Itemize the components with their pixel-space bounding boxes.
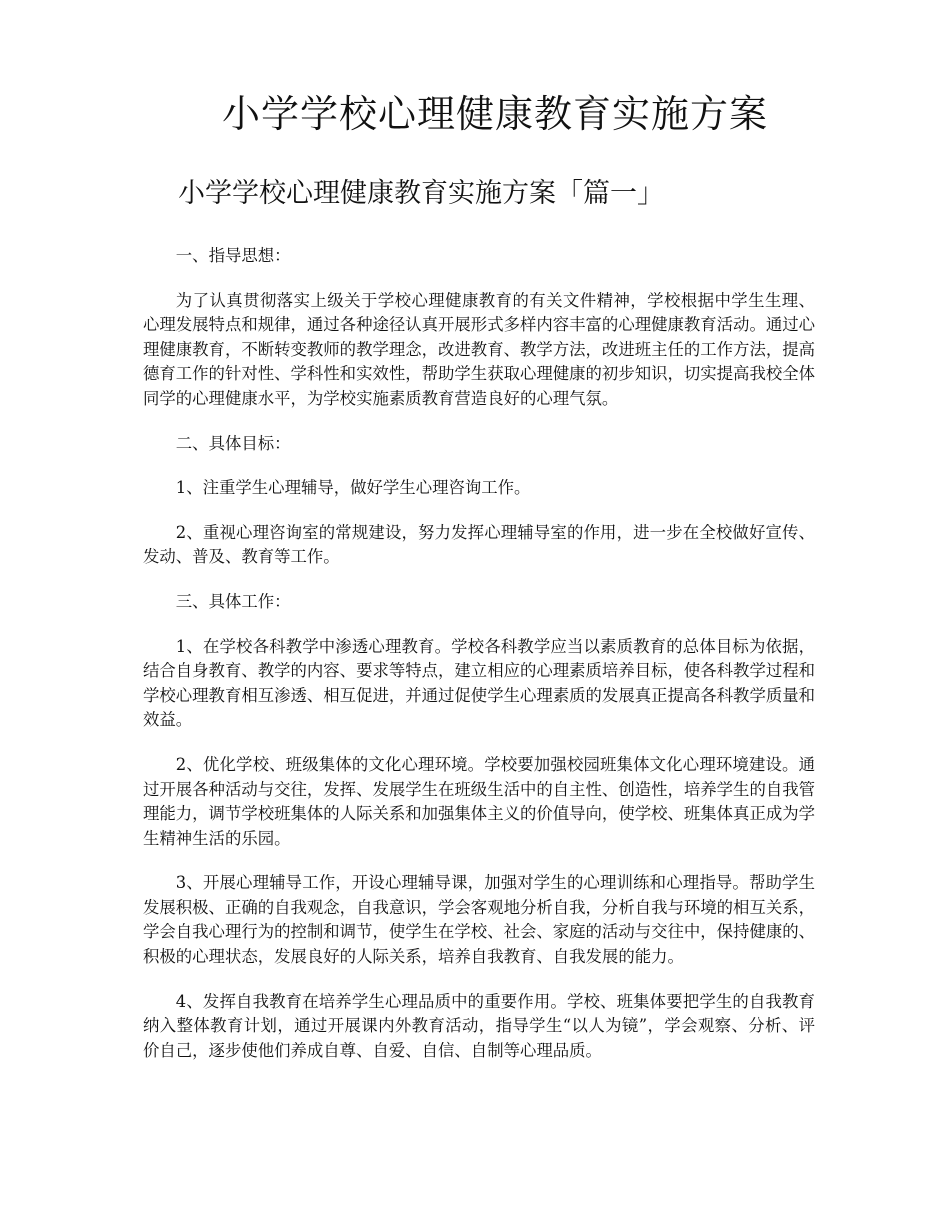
paragraph-work-4: 4、发挥自我教育在培养学生心理品质中的重要作用。学校、班集体要把学生的自我教育纳入整体教育计划，通过开展课内外教育活动，指导学生“以人为镜”，学会观察、分析、评价自己，逐步使他们养成自尊、自爱、自信、自制等心理品质。 (143, 991, 815, 1060)
document-title: 小学学校心理健康教育实施方案 (221, 92, 768, 136)
section-heading: 小学学校心理健康教育实施方案「篇一」 (178, 178, 664, 209)
heading-guiding-ideology: 一、指导思想： (175, 246, 291, 265)
paragraph-work-2: 2、优化学校、班级集体的文化心理环境。学校要加强校园班集体文化心理环境建设。通过开展各种活动与交往，发挥、发展学生在班级生活中的自主性、创造性，培养学生的自我管理能力，调节学校班集体的人际关系和加强集体主义的价值导向，使学校、班集体真正成为学生精神生活的乐园。 (143, 754, 816, 848)
heading-specific-goals: 二、具体目标： (175, 433, 291, 453)
paragraph-work-1: 1、在学校各科教学中渗透心理教育。学校各科教学应当以素质教育的总体目标为依据，结合自身教育、教学的内容、要求等特点，建立相应的心理素质培养目标，使各科教学过程和学校心理教育相互渗透、相互促进，并通过促使学生心理素质的发展真正提高各科教学质量和效益。 (143, 636, 816, 730)
heading-specific-work: 三、具体工作： (175, 591, 291, 611)
paragraph-goal-1: 1、注重学生心理辅导，做好学生心理咨询工作。 (175, 478, 531, 498)
document-body (143, 244, 815, 1083)
paragraph-guiding-ideology: 为了认真贯彻落实上级关于学校心理健康教育的有关文件精神，学校根据中学生生理、心理发展特点和规律，通过各种途径认真开展形式多样内容丰富的心理健康教育活动。通过心理健康教育，不断转变教师的教学理念，改进教育、教学方法，改进班主任的工作方法，提高德育工作的针对性、学科性和实效性，帮助学生获取心理健康的初步知识，切实提高我校全体同学的心理健康水平，为学校实施素质教育营造良好的心理气氛。 (143, 290, 816, 408)
paragraph-work-3: 3、开展心理辅导工作，开设心理辅导课，加强对学生的心理训练和心理指导。帮助学生发展积极、正确的自我观念，自我意识，学会客观地分析自我，分析自我与环境的相互关系，学会自我心理行为的控制和调节，使学生在学校、社会、家庭的活动与交往中，保持健康的、积极的心理状态，发展良好的人际关系，培养自我教育、自我发展的能力。 (143, 873, 816, 967)
paragraph-goal-2: 2、重视心理咨询室的常规建设，努力发挥心理辅导室的作用，进一步在全校做好宣传、发动、普及、教育等工作。 (143, 522, 815, 567)
